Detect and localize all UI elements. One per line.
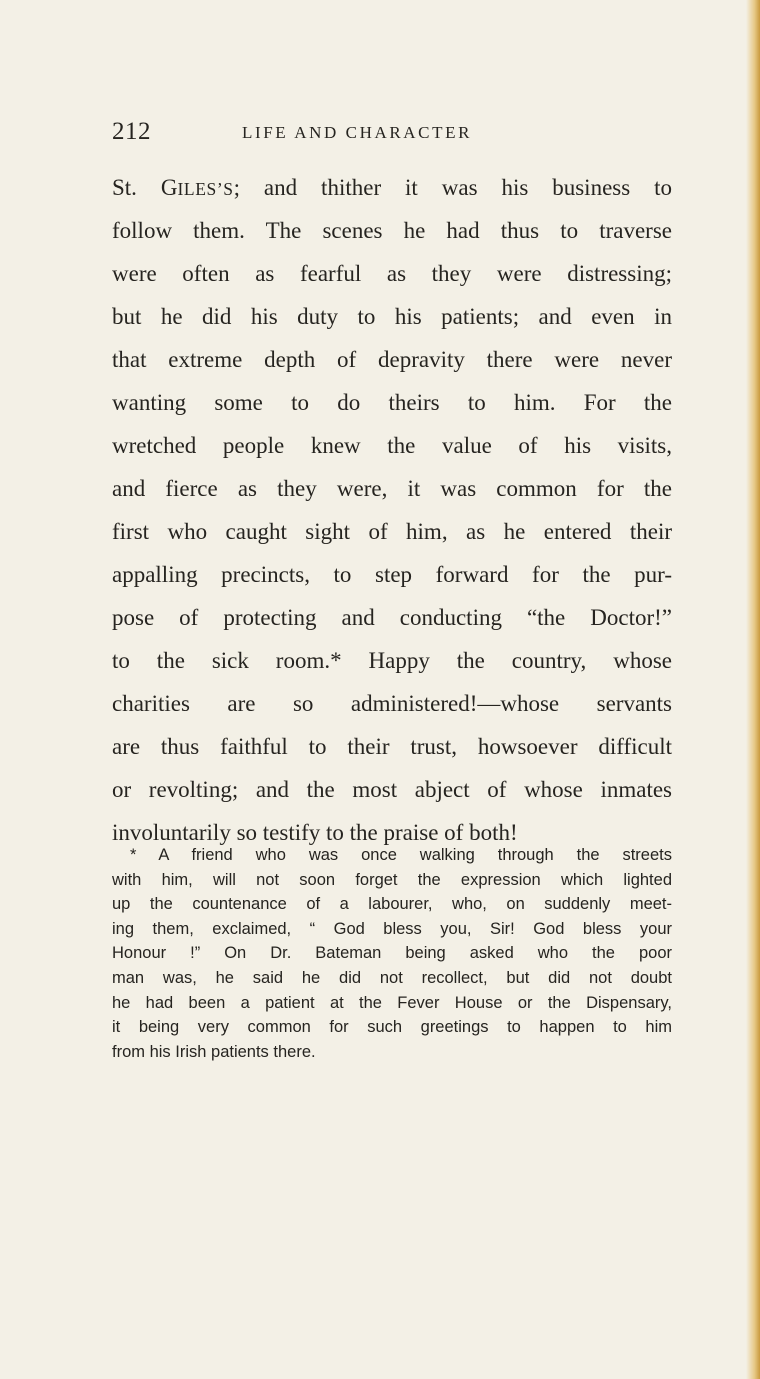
text-line: are thus faithful to their trust, howsoever difficult xyxy=(112,734,672,759)
text-line: and fierce as they were, it was common for the xyxy=(112,476,672,501)
text-line: to the sick room.* Happy the country, whose xyxy=(112,648,672,673)
footnote-line: ing them, exclaimed, “ God bless you, Sir! God bless your xyxy=(112,919,672,938)
text-line: that extreme depth of depravity there were never xyxy=(112,347,672,372)
smallcaps-name-cap: St. G xyxy=(112,175,178,200)
body-text xyxy=(112,166,672,854)
footnote-line: with him, will not soon forget the expression which lighted xyxy=(112,870,672,889)
text-line: wretched people knew the value of his visits, xyxy=(112,433,672,458)
footnote-line: he had been a patient at the Fever House or the Dispensary, xyxy=(112,993,672,1012)
text-line: or revolting; and the most abject of whose inmates xyxy=(112,777,672,802)
text-line: wanting some to do theirs to him. For the xyxy=(112,390,672,415)
text-line: follow them. The scenes he had thus to traverse xyxy=(112,218,672,243)
text-line-content: ; and thither it was his business to xyxy=(233,175,672,200)
text-line: first who caught sight of him, as he entered their xyxy=(112,519,672,544)
footnote-line: up the countenance of a labourer, who, on suddenly meet- xyxy=(112,895,672,914)
text-line: charities are so administered!—whose servants xyxy=(112,691,672,716)
footnote-line: from his Irish patients there. xyxy=(112,1042,316,1061)
text-line: appalling precincts, to step forward for the pur- xyxy=(112,562,672,587)
footnote-line: * A friend who was once walking through the streets xyxy=(130,846,672,864)
footnote-line: man was, he said he did not recollect, but did not doubt xyxy=(112,968,672,987)
running-head: LIFE AND CHARACTER xyxy=(242,123,473,142)
text-line: but he did his duty to his patients; and even in xyxy=(112,304,672,329)
page-header xyxy=(112,118,672,158)
footnote-line: it being very common for such greetings to happen to him xyxy=(112,1018,672,1037)
footnote-line: Honour !” On Dr. Bateman being asked who the poor xyxy=(112,944,672,963)
page-number: 212 xyxy=(112,118,151,145)
text-line: involuntarily so testify to the praise of both! xyxy=(112,820,518,845)
page-edge xyxy=(746,0,760,1379)
footnote xyxy=(112,843,672,1064)
text-line: pose of protecting and conducting “the Doctor!” xyxy=(112,605,672,630)
smallcaps-name-rest: ILES’S xyxy=(177,179,234,199)
text-line xyxy=(112,166,672,209)
text-line: were often as fearful as they were distressing; xyxy=(112,261,672,286)
